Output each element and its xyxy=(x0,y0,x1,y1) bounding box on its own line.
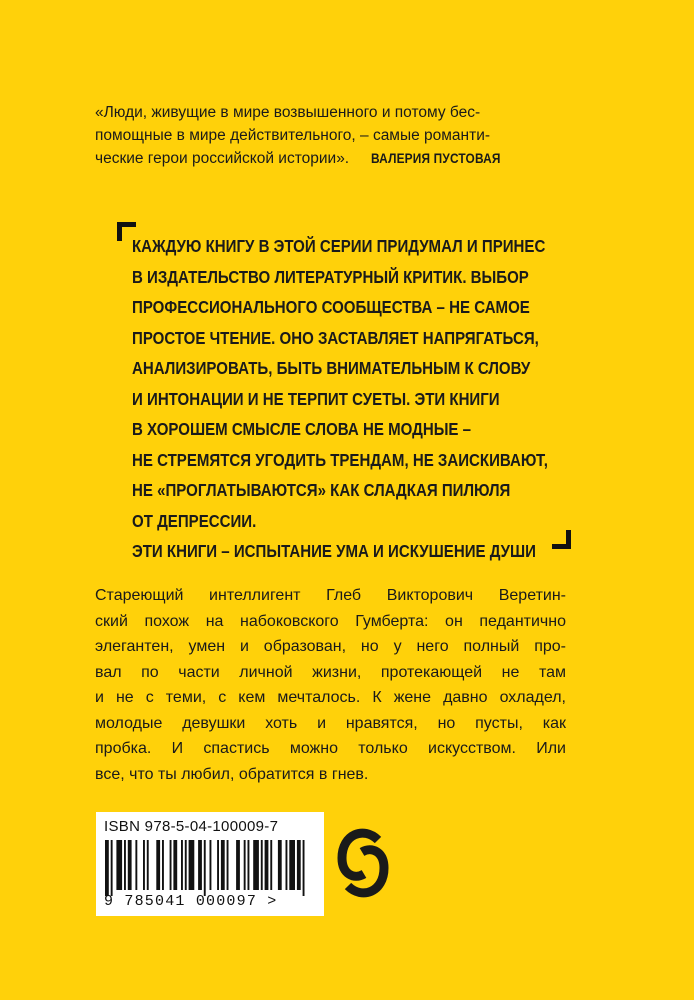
barcode-bar xyxy=(289,840,295,890)
barcode-bar xyxy=(221,840,225,890)
barcode-bar xyxy=(124,840,126,890)
manifesto-line: АНАЛИЗИРОВАТЬ, БЫТЬ ВНИМАТЕЛЬНЫМ К СЛОВУ xyxy=(132,358,531,378)
epigraph-quote xyxy=(95,101,565,170)
barcode-bar xyxy=(143,840,145,890)
barcode-bar xyxy=(303,840,305,896)
barcode-bar xyxy=(297,840,301,890)
barcode-bar xyxy=(198,840,202,890)
isbn-label: ISBN 978-5-04-100009-7 xyxy=(104,818,279,835)
series-manifesto xyxy=(100,218,570,561)
barcode-bar xyxy=(210,840,212,890)
annotation-line: и не с теми, с кем мечталось. К жене давно охладел, xyxy=(95,689,566,706)
barcode-bar xyxy=(261,840,263,890)
quote-line-text: ческие герои российской истории». xyxy=(95,150,350,167)
barcode-bar xyxy=(265,840,269,890)
barcode-bar xyxy=(248,840,250,890)
annotation-line: Стареющий интеллигент Глеб Викторович Веретин- xyxy=(95,587,566,604)
barcode-bar xyxy=(185,840,187,890)
barcode-bar xyxy=(253,840,259,890)
barcode-bar xyxy=(173,840,177,890)
quote-line xyxy=(95,147,565,170)
barcode-bar xyxy=(189,840,195,890)
manifesto-line: ПРОСТОЕ ЧТЕНИЕ. ОНО ЗАСТАВЛЯЕТ НАПРЯГАТЬСЯ, xyxy=(132,327,539,348)
barcode-bar xyxy=(156,840,160,890)
barcode-bar xyxy=(278,840,282,890)
manifesto-line: В ИЗДАТЕЛЬСТВО ЛИТЕРАТУРНЫЙ КРИТИК. ВЫБОР xyxy=(132,266,529,287)
barcode-bar xyxy=(135,840,137,890)
barcode-bar xyxy=(236,840,240,890)
manifesto-line: ЭТИ КНИГИ – ИСПЫТАНИЕ УМА И ИСКУШЕНИЕ ДУШИ xyxy=(132,541,536,561)
barcode-bar xyxy=(181,840,183,890)
barcode-bar xyxy=(244,840,246,890)
manifesto-line: НЕ СТРЕМЯТСЯ УГОДИТЬ ТРЕНДАМ, НЕ ЗАИСКИВАЮТ, xyxy=(132,449,548,470)
manifesto-line: ПРОФЕССИОНАЛЬНОГО СООБЩЕСТВА – НЕ САМОЕ xyxy=(132,297,530,317)
isbn-barcode xyxy=(96,812,324,916)
annotation-line: молодые девушки хоть и нравятся, но пусты, как xyxy=(95,714,566,732)
barcode-bar xyxy=(204,840,206,896)
manifesto-line: КАЖДУЮ КНИГУ В ЭТОЙ СЕРИИ ПРИДУМАЛ И ПРИНЕС xyxy=(132,236,546,256)
barcode-bar xyxy=(170,840,172,890)
manifesto-line: ОТ ДЕПРЕССИИ. xyxy=(132,510,257,531)
quote-author: ВАЛЕРИЯ ПУСТОВАЯ xyxy=(371,151,501,166)
barcode-bar xyxy=(162,840,164,890)
barcode-bar xyxy=(270,840,272,890)
annotation-line: все, что ты любил, обратится в гнев. xyxy=(95,765,369,783)
manifesto-line: НЕ «ПРОГЛАТЫВАЮТСЯ» КАК СЛАДКАЯ ПИЛЮЛЯ xyxy=(132,480,511,500)
quote-line: «Люди, живущие в мире возвышенного и потому бес- xyxy=(95,104,481,121)
manifesto-line: И ИНТОНАЦИИ И НЕ ТЕРПИТ СУЕТЫ. ЭТИ КНИГИ xyxy=(132,388,500,409)
manifesto-text xyxy=(132,231,616,567)
barcode-bar xyxy=(116,840,122,890)
annotation-line: ский похож на набоковского Гумберта: он педантично xyxy=(95,612,566,630)
quote-line: помощные в мире действительного, – самые романти- xyxy=(95,127,491,144)
book-annotation xyxy=(95,583,566,787)
barcode-bar xyxy=(217,840,219,890)
annotation-line: пробка. И спастись можно только искусством. Или xyxy=(95,740,566,757)
eksmo-e-logo-icon xyxy=(334,822,390,906)
barcode-digits: 9 785041 000097 > xyxy=(104,893,278,910)
barcode-bar xyxy=(128,840,132,890)
barcode-bar xyxy=(286,840,288,890)
barcode-bar xyxy=(227,840,229,890)
annotation-line: вал по части личной жизни, протекающей не там xyxy=(95,663,566,681)
barcode-bar xyxy=(105,840,109,896)
barcode-bars xyxy=(105,840,305,896)
close-bracket-icon xyxy=(552,530,571,549)
barcode-bar xyxy=(147,840,149,890)
barcode-bar xyxy=(111,840,113,896)
annotation-line: элегантен, умен и образован, но у него полный про- xyxy=(95,638,566,655)
manifesto-line: В ХОРОШЕМ СМЫСЛЕ СЛОВА НЕ МОДНЫЕ – xyxy=(132,419,472,439)
